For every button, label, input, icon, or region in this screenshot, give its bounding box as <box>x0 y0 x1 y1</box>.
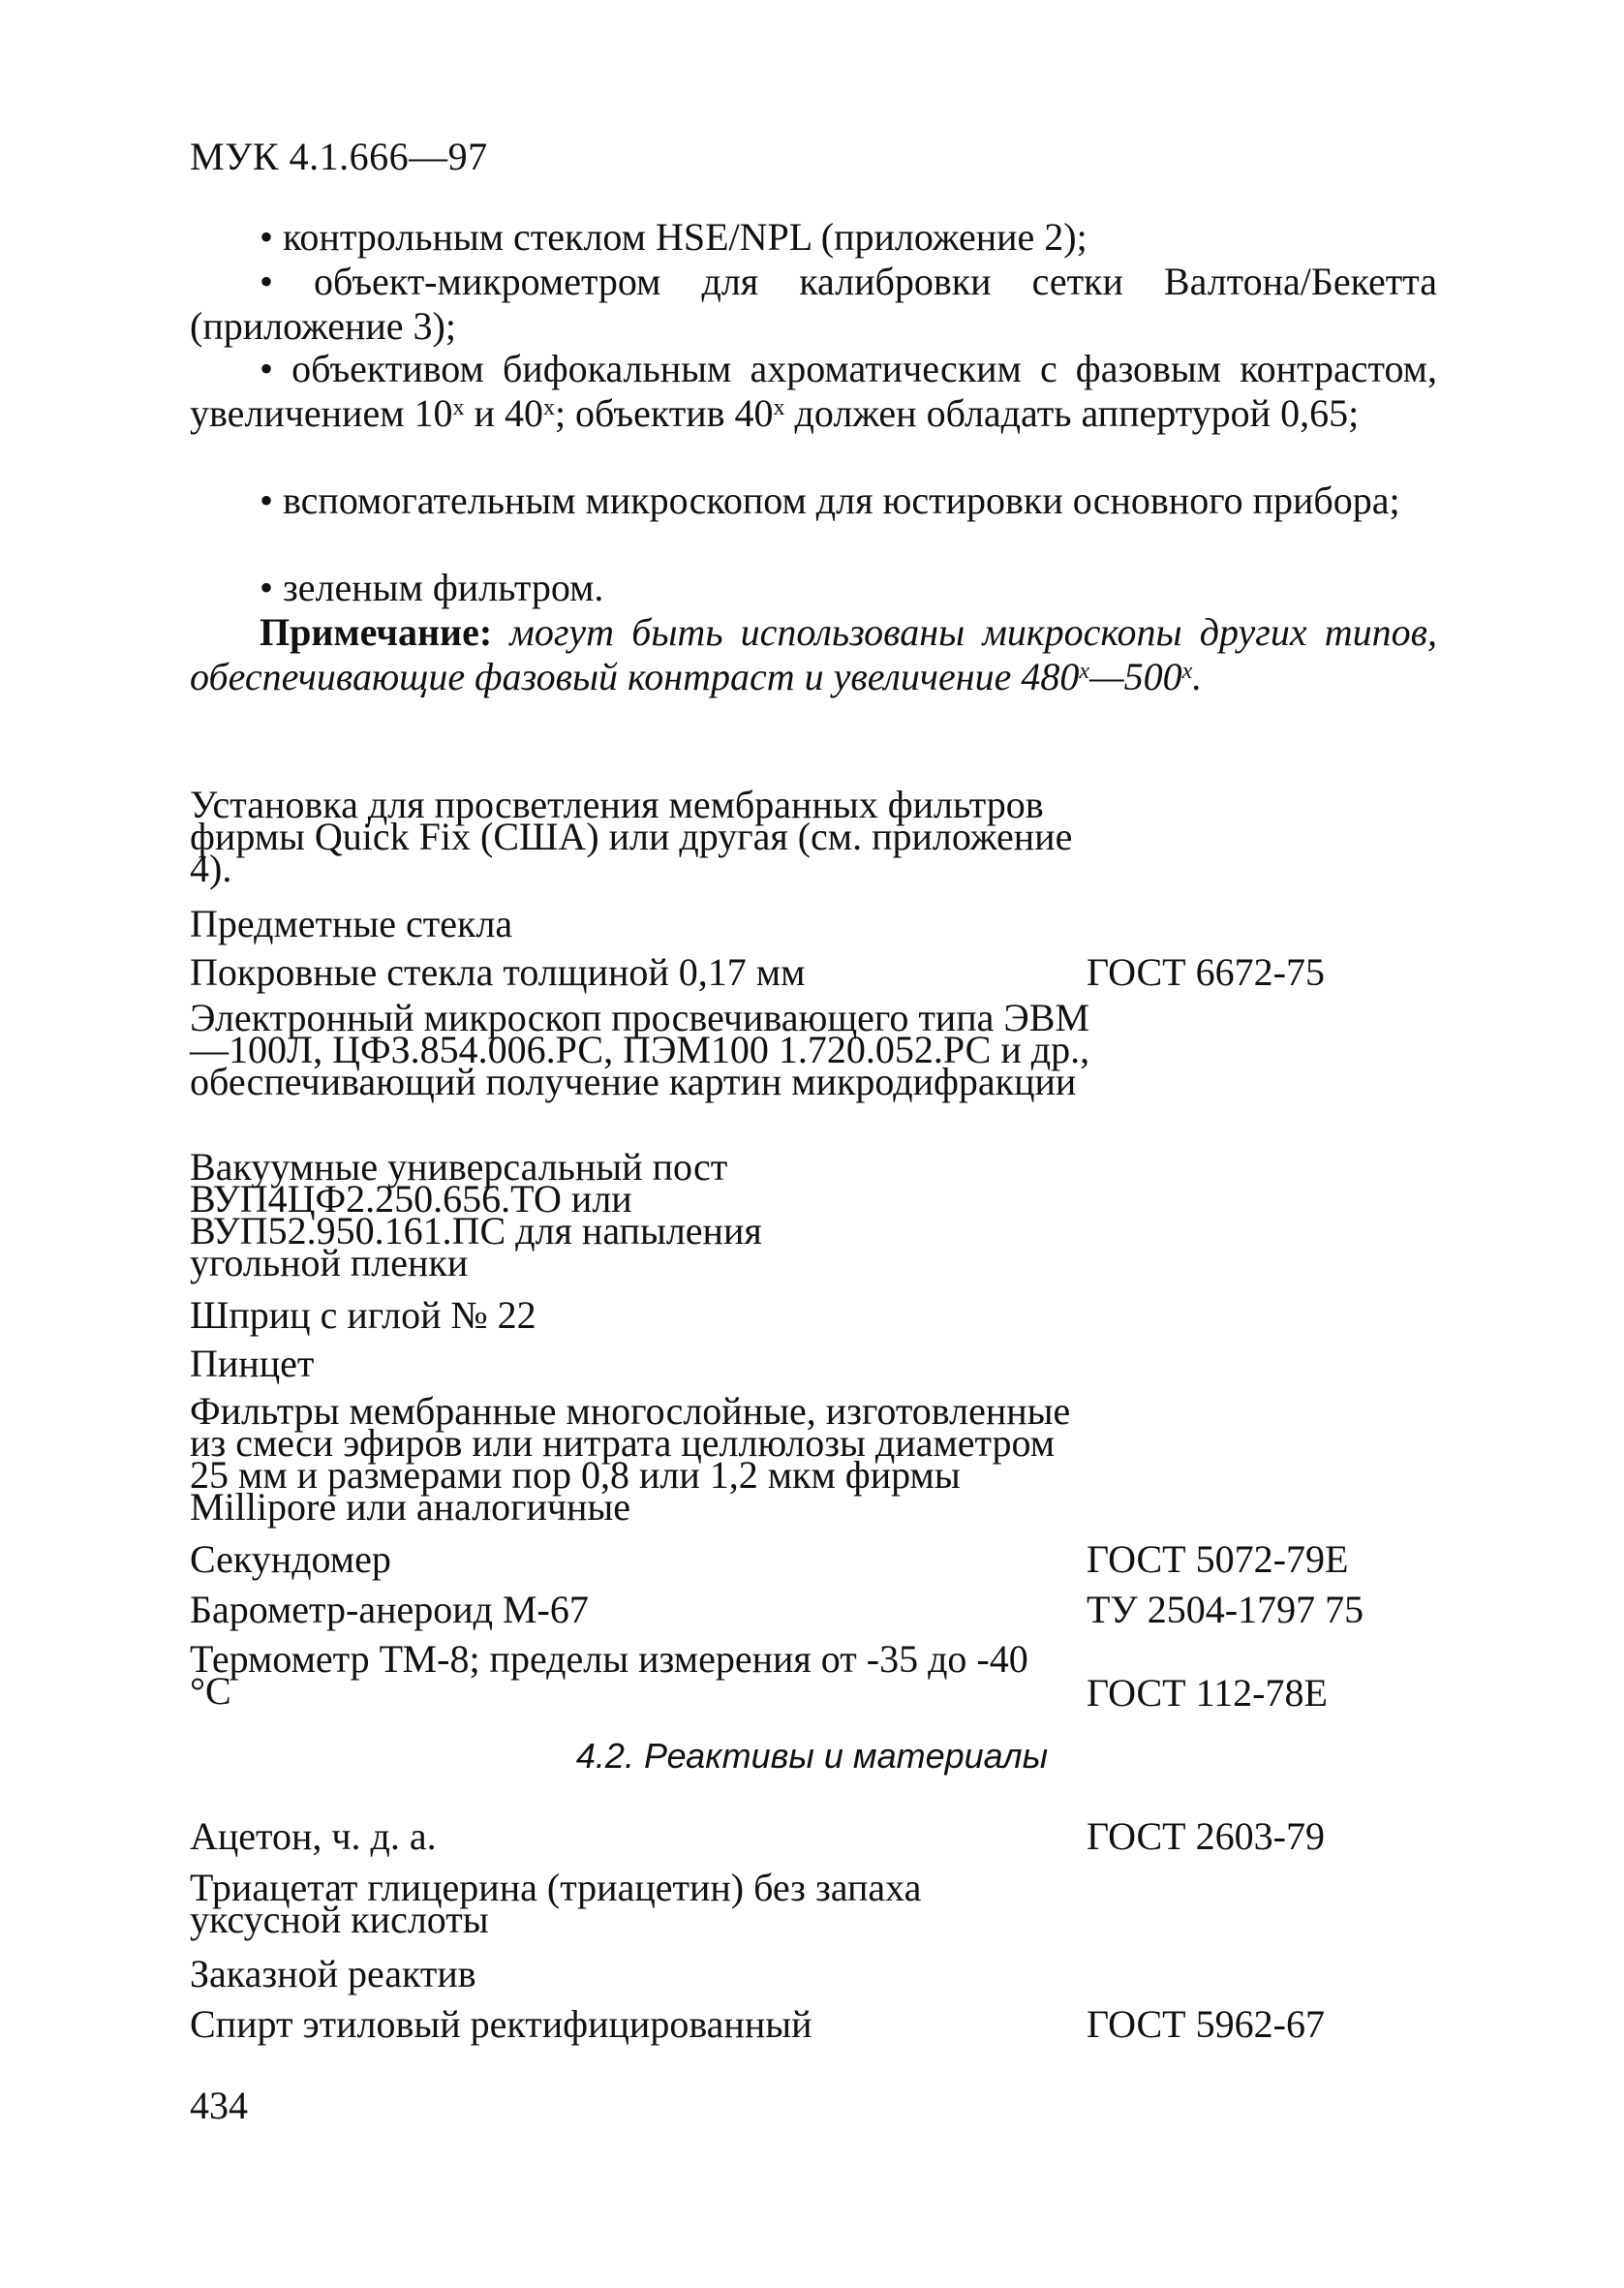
note-text: могут быть использованы микроскопы других типов, обеспечивающие фазовый контраст и увеличение 480$^x$—500$^x$. <box>190 610 1437 698</box>
bullet-control-glass: • контрольным стеклом HSE/NPL (приложение 2); <box>260 215 1088 259</box>
bullet-green-filter: • зеленым фильтром. <box>260 566 604 609</box>
reagent-item-triacetin: Триацетат глицерина (триацетин) без запаха уксусной кислоты <box>190 1866 922 1941</box>
bullet-auxiliary-microscope: • вспомогательным микроскопом для юстировки основного прибора; <box>260 479 1400 522</box>
equipment-ref-thermometer: ГОСТ 112-78Е <box>1087 1671 1328 1715</box>
equipment-item-tweezers: Пинцет <box>190 1342 315 1385</box>
equipment-item-electron-microscope: Электронный микроскоп просвечивающего типа ЭВМ—100Л, ЦФЗ.854.006.РС, ПЭМ100 1.720.052.РС и др., обеспечивающий получение картин микродифракции <box>190 996 1090 1103</box>
reagent-item-acetone: Ацетон, ч. д. а. <box>190 1814 437 1858</box>
equipment-item-clearing-unit: Установка для просветления мембранных фильтров фирмы Quick Fix (США) или другая (см. приложение 4). <box>190 783 1073 890</box>
equipment-item-stopwatch: Секундомер <box>190 1537 391 1581</box>
bullet-objective: • объективом бифокальным ахроматическим с фазовым контрастом, увеличением 10$^x$ и 40$^x$; объектив 40$^x$ должен обладать аппертурой 0,65; <box>190 347 1437 435</box>
page-number: 434 <box>190 2084 248 2127</box>
reagent-ref-acetone: ГОСТ 2603-79 <box>1087 1814 1325 1858</box>
reagent-item-ethanol: Спирт этиловый ректифицированный <box>190 2002 812 2046</box>
document-header: МУК 4.1.666—97 <box>190 135 488 178</box>
note-label: Примечание: <box>260 610 493 654</box>
reagent-ref-ethanol: ГОСТ 5962-67 <box>1087 2002 1325 2046</box>
equipment-ref-barometer: ТУ 2504-1797 75 <box>1087 1588 1364 1631</box>
equipment-item-vacuum-post: Вакуумные универсальный пост ВУП4ЦФ2.250.656.ТО или ВУП52.950.161.ПС для напыления угольной пленки <box>190 1145 762 1284</box>
note-paragraph <box>190 610 1437 699</box>
equipment-item-syringe: Шприц с иглой № 22 <box>190 1293 536 1337</box>
reagent-item-custom: Заказной реактив <box>190 1952 476 1995</box>
equipment-ref-cover-glass: ГОСТ 6672-75 <box>1087 950 1325 994</box>
equipment-item-barometer: Барометр-анероид М-67 <box>190 1588 589 1631</box>
section-title: 4.2. Реактивы и материалы <box>575 1736 1049 1776</box>
equipment-item-cover-glass: Покровные стекла толщиной 0,17 мм <box>190 950 806 994</box>
bullet-object-micrometer: • объект-микрометром для калибровки сетки Валтона/Бекетта (приложение 3); <box>190 260 1437 348</box>
equipment-item-slides: Предметные стекла <box>190 902 513 945</box>
equipment-item-thermometer: Термометр ТМ-8; пределы измерения от -35 до -40 °С <box>190 1637 1028 1713</box>
equipment-item-membrane-filters: Фильтры мембранные многослойные, изготовленные из смеси эфиров или нитрата целлюлозы диаметром 25 мм и размерами пор 0,8 или 1,2 мкм фирмы Millipore или аналогичные <box>190 1389 1071 1529</box>
equipment-ref-stopwatch: ГОСТ 5072-79Е <box>1087 1537 1349 1581</box>
